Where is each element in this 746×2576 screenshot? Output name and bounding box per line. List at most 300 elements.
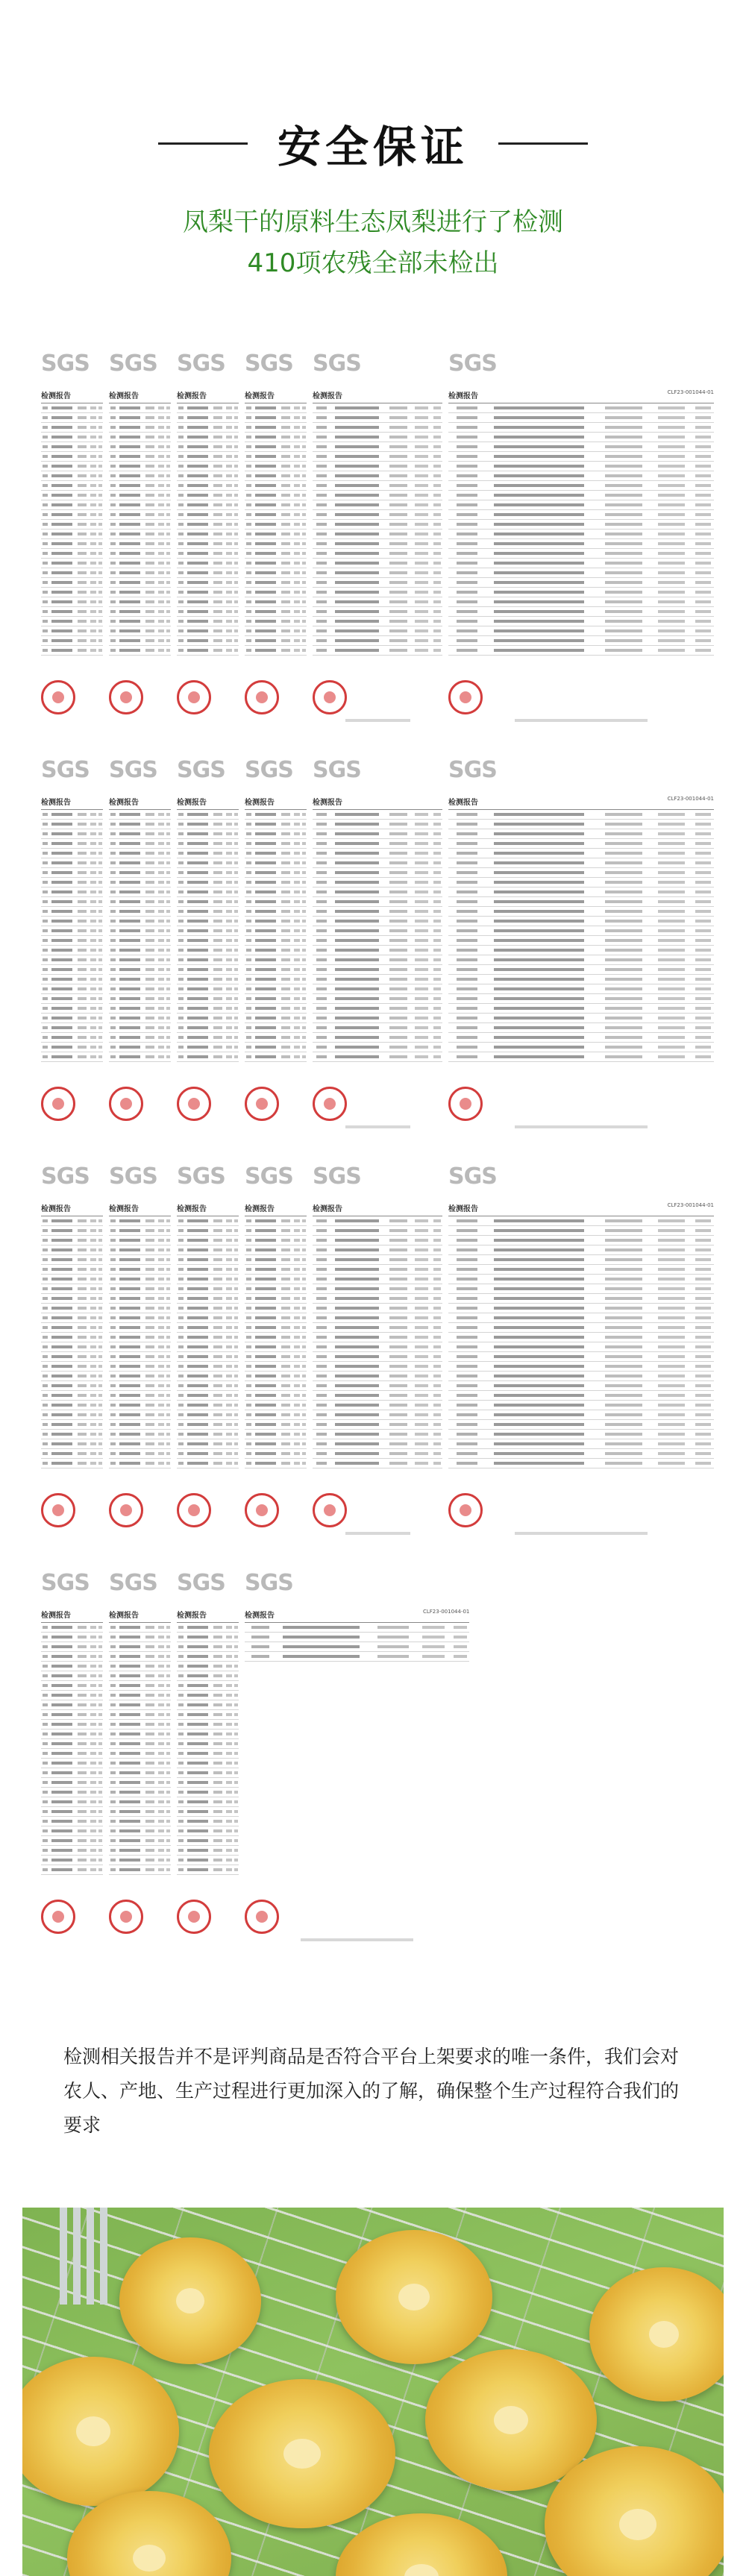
table-row: [109, 1788, 171, 1797]
table-row: [448, 520, 714, 530]
official-seal-icon: [448, 1087, 483, 1121]
table-row: [41, 1768, 103, 1778]
table-row: [109, 1333, 171, 1342]
table-row: [177, 403, 239, 413]
report-title: 检测报告: [245, 1612, 275, 1620]
table-row: [109, 820, 171, 829]
results-table: [177, 1622, 239, 1875]
table-row: [177, 510, 239, 520]
table-row: [109, 491, 171, 500]
table-row: [448, 1004, 714, 1014]
table-row: [448, 1255, 714, 1265]
table-row: [177, 559, 239, 568]
table-row: [177, 839, 239, 849]
table-row: [245, 1410, 307, 1420]
table-row: [109, 481, 171, 491]
table-row: [41, 442, 103, 452]
sgs-logo: SGS: [177, 1163, 225, 1190]
table-row: [177, 1401, 239, 1410]
table-row: [448, 1014, 714, 1023]
report-row: [41, 1570, 720, 1943]
table-row: [41, 607, 103, 617]
table-row: [41, 471, 103, 481]
table-row: [109, 1730, 171, 1739]
results-table: [245, 403, 307, 656]
table-row: [41, 1245, 103, 1255]
results-table: [245, 1622, 469, 1662]
table-row: [313, 588, 442, 597]
report-title: 检测报告: [313, 392, 342, 400]
table-row: [177, 897, 239, 907]
table-row: [177, 1633, 239, 1642]
table-row: [245, 549, 307, 559]
table-row: [41, 897, 103, 907]
table-row: [313, 984, 442, 994]
results-table: [313, 809, 442, 1062]
report-title: 检测报告: [177, 799, 207, 807]
table-row: [177, 1681, 239, 1691]
report-footer: [345, 1125, 410, 1128]
table-row: [41, 1826, 103, 1836]
table-row: [177, 1420, 239, 1430]
table-row: [41, 1381, 103, 1391]
table-row: [313, 1236, 442, 1245]
table-row: [313, 849, 442, 858]
table-row: [313, 820, 442, 829]
table-row: [109, 568, 171, 578]
table-row: [177, 1739, 239, 1749]
table-row: [177, 1749, 239, 1759]
table-row: [177, 520, 239, 530]
sgs-logo: SGS: [109, 757, 157, 783]
table-row: [41, 1856, 103, 1865]
table-row: [41, 1623, 103, 1633]
table-row: [448, 471, 714, 481]
table-row: [177, 1362, 239, 1372]
table-row: [245, 1642, 469, 1652]
table-row: [313, 917, 442, 926]
table-row: [41, 1846, 103, 1856]
table-row: [109, 1749, 171, 1759]
sgs-logo: SGS: [313, 757, 361, 783]
table-row: [313, 549, 442, 559]
table-row: [109, 452, 171, 462]
table-row: [313, 646, 442, 656]
table-row: [313, 607, 442, 617]
table-row: [41, 1691, 103, 1700]
table-row: [177, 433, 239, 442]
table-row: [245, 1255, 307, 1265]
table-row: [109, 1642, 171, 1652]
table-row: [448, 829, 714, 839]
table-row: [41, 520, 103, 530]
test-report-page: [448, 757, 714, 1130]
table-row: [109, 1797, 171, 1807]
test-report-page: [245, 351, 307, 723]
table-row: [245, 1342, 307, 1352]
table-row: [109, 1014, 171, 1023]
table-row: [313, 975, 442, 984]
table-row: [41, 1014, 103, 1023]
table-row: [177, 1768, 239, 1778]
table-row: [245, 646, 307, 656]
table-row: [41, 481, 103, 491]
official-seal-icon: [245, 680, 279, 714]
table-row: [41, 510, 103, 520]
table-row: [41, 1236, 103, 1245]
sgs-logo: SGS: [448, 351, 497, 377]
table-row: [313, 1043, 442, 1052]
table-row: [41, 907, 103, 917]
table-row: [41, 858, 103, 868]
table-row: [448, 1304, 714, 1313]
table-row: [313, 839, 442, 849]
page-title: 安全保证: [277, 122, 468, 172]
table-row: [177, 1846, 239, 1856]
table-row: [245, 1294, 307, 1304]
table-row: [448, 481, 714, 491]
sgs-logo: SGS: [448, 1163, 497, 1190]
table-row: [245, 1372, 307, 1381]
table-row: [313, 1304, 442, 1313]
table-row: [177, 1352, 239, 1362]
table-row: [245, 1391, 307, 1401]
table-row: [177, 1430, 239, 1439]
table-row: [448, 1023, 714, 1033]
report-footer: [345, 719, 410, 722]
table-row: [313, 926, 442, 936]
table-row: [41, 1730, 103, 1739]
table-row: [313, 1333, 442, 1342]
table-row: [109, 888, 171, 897]
table-row: [41, 433, 103, 442]
report-footer: [515, 719, 648, 722]
table-row: [177, 1700, 239, 1710]
table-row: [109, 858, 171, 868]
table-row: [448, 955, 714, 965]
table-row: [313, 1245, 442, 1255]
table-row: [448, 568, 714, 578]
table-row: [41, 810, 103, 820]
table-row: [313, 1372, 442, 1381]
results-table: [313, 403, 442, 656]
table-row: [109, 868, 171, 878]
disclaimer-note: [63, 2040, 690, 2143]
table-row: [109, 1623, 171, 1633]
table-row: [313, 1265, 442, 1275]
table-row: [313, 520, 442, 530]
table-row: [245, 946, 307, 955]
table-row: [313, 1014, 442, 1023]
table-row: [41, 1304, 103, 1313]
table-row: [313, 1004, 442, 1014]
table-row: [313, 810, 442, 820]
table-row: [41, 1294, 103, 1304]
table-row: [177, 936, 239, 946]
table-row: [313, 1033, 442, 1043]
table-row: [41, 994, 103, 1004]
table-row: [245, 636, 307, 646]
official-seal-icon: [41, 680, 75, 714]
official-seal-icon: [448, 680, 483, 714]
table-row: [109, 994, 171, 1004]
table-row: [41, 1836, 103, 1846]
table-row: [245, 1401, 307, 1410]
table-row: [109, 559, 171, 568]
table-row: [313, 510, 442, 520]
table-row: [109, 1759, 171, 1768]
table-row: [448, 452, 714, 462]
table-row: [109, 413, 171, 423]
table-row: [313, 1023, 442, 1033]
table-row: [177, 1662, 239, 1671]
table-row: [109, 1633, 171, 1642]
table-row: [109, 926, 171, 936]
table-row: [109, 1275, 171, 1284]
table-row: [41, 1797, 103, 1807]
report-title: 检测报告: [313, 799, 342, 807]
table-row: [245, 888, 307, 897]
table-row: [448, 442, 714, 452]
table-row: [177, 946, 239, 955]
disclaimer-text: 检测相关报告并不是评判商品是否符合平台上架要求的唯一条件，我们会对农人、产地、生产过程进行更加深入的了解，确保整个生产过程符合我们的要求: [63, 2046, 680, 2136]
report-title: 检测报告: [245, 799, 275, 807]
table-row: [448, 1216, 714, 1226]
table-row: [177, 1342, 239, 1352]
table-row: [313, 462, 442, 471]
table-row: [448, 1245, 714, 1255]
table-row: [448, 868, 714, 878]
test-report-page: [109, 757, 171, 1130]
table-row: [313, 1439, 442, 1449]
table-row: [448, 1381, 714, 1391]
table-row: [313, 965, 442, 975]
test-report-page: [245, 757, 307, 1130]
table-row: [109, 1720, 171, 1730]
table-row: [41, 462, 103, 471]
results-table: [448, 809, 714, 1062]
table-row: [109, 1304, 171, 1313]
results-table: [109, 809, 171, 1062]
official-seal-icon: [41, 1493, 75, 1527]
table-row: [245, 559, 307, 568]
table-row: [177, 1439, 239, 1449]
table-row: [177, 1381, 239, 1391]
table-row: [177, 597, 239, 607]
sgs-logo: SGS: [41, 351, 90, 377]
table-row: [245, 462, 307, 471]
table-row: [448, 936, 714, 946]
table-row: [245, 597, 307, 607]
table-row: [313, 1342, 442, 1352]
test-report-page: [109, 351, 171, 723]
report-title: 检测报告: [109, 1612, 139, 1620]
table-row: [109, 500, 171, 510]
table-row: [313, 1459, 442, 1468]
table-row: [177, 578, 239, 588]
table-row: [177, 1856, 239, 1865]
results-table: [177, 1216, 239, 1468]
table-row: [448, 636, 714, 646]
table-row: [245, 433, 307, 442]
table-row: [177, 1226, 239, 1236]
table-row: [41, 1642, 103, 1652]
table-row: [313, 1284, 442, 1294]
table-row: [313, 1226, 442, 1236]
table-row: [448, 462, 714, 471]
table-row: [245, 984, 307, 994]
official-seal-icon: [177, 680, 211, 714]
report-number: CLF23-001044-01: [667, 1202, 714, 1208]
table-row: [41, 1739, 103, 1749]
table-row: [177, 907, 239, 917]
table-row: [41, 413, 103, 423]
table-row: [109, 1352, 171, 1362]
table-row: [109, 1817, 171, 1826]
table-row: [109, 1391, 171, 1401]
official-seal-icon: [109, 1900, 143, 1934]
table-row: [245, 907, 307, 917]
report-title: 检测报告: [41, 392, 71, 400]
table-row: [177, 423, 239, 433]
table-row: [448, 1410, 714, 1420]
table-row: [245, 1352, 307, 1362]
table-row: [245, 829, 307, 839]
table-row: [177, 1333, 239, 1342]
table-row: [177, 1033, 239, 1043]
table-row: [109, 1372, 171, 1381]
sgs-logo: SGS: [245, 351, 293, 377]
table-row: [177, 1691, 239, 1700]
table-row: [109, 530, 171, 539]
table-row: [177, 1778, 239, 1788]
table-row: [448, 1294, 714, 1304]
table-row: [41, 829, 103, 839]
table-row: [41, 1720, 103, 1730]
table-row: [245, 539, 307, 549]
table-row: [109, 1052, 171, 1062]
table-row: [245, 1023, 307, 1033]
table-row: [177, 1313, 239, 1323]
table-row: [177, 1245, 239, 1255]
official-seal-icon: [41, 1087, 75, 1121]
test-report-page: [177, 1570, 239, 1943]
table-row: [109, 1265, 171, 1275]
table-row: [448, 926, 714, 936]
table-row: [313, 1352, 442, 1362]
table-row: [41, 617, 103, 626]
table-row: [313, 1255, 442, 1265]
table-row: [109, 636, 171, 646]
table-row: [448, 1449, 714, 1459]
table-row: [41, 1817, 103, 1826]
table-row: [109, 839, 171, 849]
sgs-logo: SGS: [313, 351, 361, 377]
table-row: [245, 1236, 307, 1245]
table-row: [313, 878, 442, 888]
table-row: [109, 810, 171, 820]
table-row: [313, 1401, 442, 1410]
table-row: [448, 1236, 714, 1245]
table-row: [448, 578, 714, 588]
table-row: [177, 1410, 239, 1420]
fork-icon: [60, 2208, 112, 2305]
table-row: [313, 1323, 442, 1333]
table-row: [109, 423, 171, 433]
official-seal-icon: [41, 1900, 75, 1934]
report-title: 检测报告: [109, 799, 139, 807]
report-number: CLF23-001044-01: [667, 796, 714, 802]
table-row: [109, 1856, 171, 1865]
table-row: [245, 1275, 307, 1284]
table-row: [41, 1749, 103, 1759]
table-row: [448, 1439, 714, 1449]
sgs-logo: SGS: [245, 1570, 293, 1596]
table-row: [41, 1759, 103, 1768]
official-seal-icon: [109, 1087, 143, 1121]
table-row: [448, 897, 714, 907]
official-seal-icon: [109, 680, 143, 714]
table-row: [313, 829, 442, 839]
table-row: [41, 1710, 103, 1720]
sgs-logo: SGS: [245, 1163, 293, 1190]
table-row: [109, 1807, 171, 1817]
test-report-page: [448, 1163, 714, 1536]
table-row: [41, 1333, 103, 1342]
table-row: [245, 1226, 307, 1236]
table-row: [41, 1052, 103, 1062]
table-row: [313, 1362, 442, 1372]
table-row: [448, 1430, 714, 1439]
table-row: [41, 1700, 103, 1710]
table-row: [245, 1052, 307, 1062]
table-row: [245, 1430, 307, 1439]
table-row: [313, 907, 442, 917]
table-row: [245, 471, 307, 481]
table-row: [41, 403, 103, 413]
table-row: [109, 1826, 171, 1836]
official-seal-icon: [313, 1087, 347, 1121]
table-row: [313, 1275, 442, 1284]
table-row: [109, 1778, 171, 1788]
table-row: [313, 897, 442, 907]
table-row: [109, 975, 171, 984]
results-table: [245, 809, 307, 1062]
table-row: [177, 1826, 239, 1836]
results-table: [109, 1622, 171, 1875]
table-row: [177, 568, 239, 578]
table-row: [245, 626, 307, 636]
table-row: [448, 984, 714, 994]
table-row: [109, 1023, 171, 1033]
report-footer: [515, 1125, 648, 1128]
table-row: [109, 1033, 171, 1043]
table-row: [177, 955, 239, 965]
report-footer: [301, 1938, 413, 1941]
table-row: [109, 1459, 171, 1468]
table-row: [177, 617, 239, 626]
official-seal-icon: [448, 1493, 483, 1527]
table-row: [177, 1391, 239, 1401]
report-title: 检测报告: [448, 799, 478, 807]
results-table: [41, 809, 103, 1062]
table-row: [177, 549, 239, 559]
table-row: [448, 994, 714, 1004]
subtitle-line-2: 410项农残全部未检出: [247, 248, 499, 278]
table-row: [313, 481, 442, 491]
table-row: [41, 549, 103, 559]
table-row: [245, 955, 307, 965]
